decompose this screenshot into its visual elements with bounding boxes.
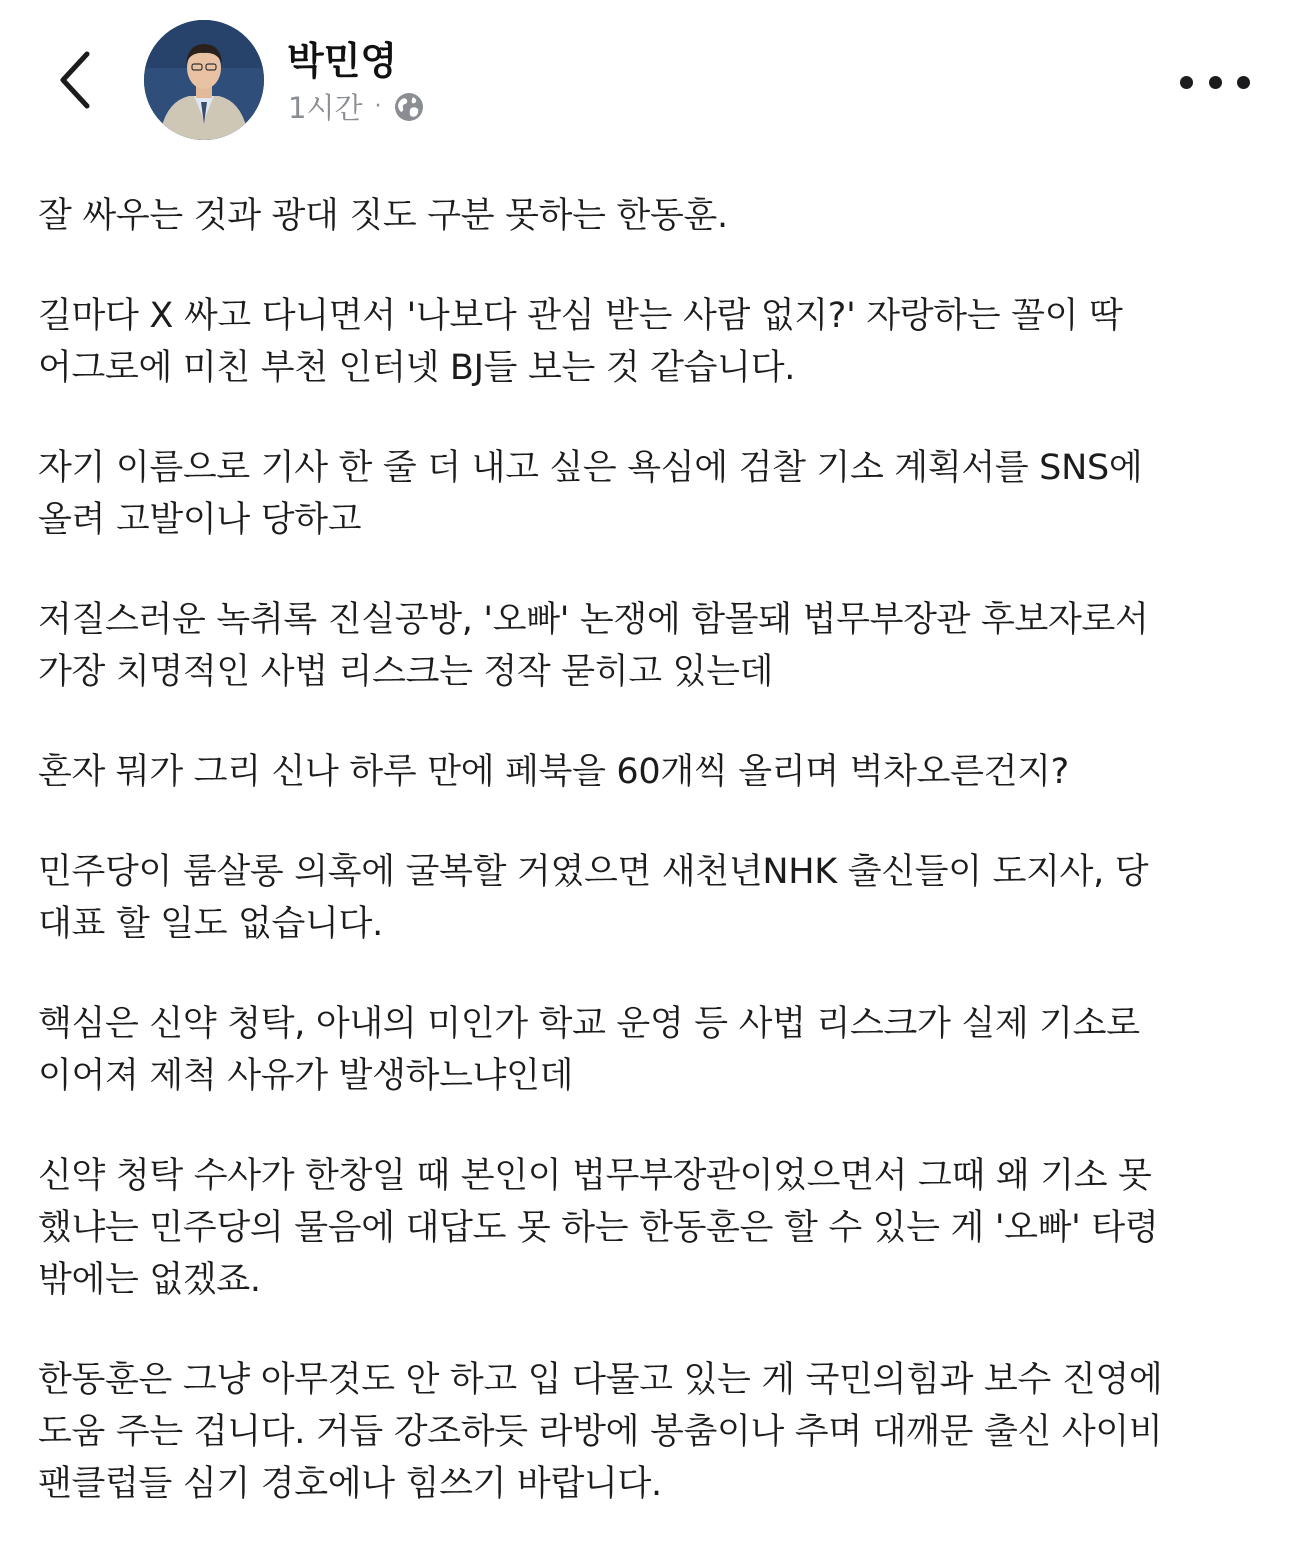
post-paragraph: 혼자 뭐가 그리 신나 하루 만에 페북을 60개씩 올리며 벅차오른건지? xyxy=(38,752,1069,792)
post-paragraph: 길마다 X 싸고 다니면서 '나보다 관심 받는 사람 없지?' 자랑하는 꼴이 딱 어그로에 미친 부천 인터넷 BJ들 보는 것 같습니다. xyxy=(38,296,1123,388)
more-horizontal-icon xyxy=(1180,76,1193,89)
chevron-left-icon xyxy=(55,48,95,112)
post-meta xyxy=(288,86,425,127)
globe-icon xyxy=(393,91,425,123)
post-header xyxy=(0,0,1290,160)
post-paragraph: 한동훈은 그냥 아무것도 안 하고 입 다물고 있는 게 국민의힘과 보수 진영에 도움 주는 겁니다. 거듭 강조하듯 라방에 봉춤이나 추며 대깨문 출신 사이비 팬클럽들 심기 경호에나 힘쓰기 바랍니다. xyxy=(38,1360,1163,1504)
post-body xyxy=(38,190,1258,1558)
author-name[interactable]: 박민영 xyxy=(287,39,398,83)
more-dot xyxy=(1237,76,1250,89)
post-paragraph: 핵심은 신약 청탁, 아내의 미인가 학교 운영 등 사법 리스크가 실제 기소로 이어져 제척 사유가 발생하느냐인데 xyxy=(38,1004,1140,1096)
avatar[interactable] xyxy=(144,20,264,140)
meta-separator: · xyxy=(374,94,382,119)
avatar-image xyxy=(144,20,264,140)
post-paragraph: 저질스러운 녹취록 진실공방, '오빠' 논쟁에 함몰돼 법무부장관 후보자로서 가장 치명적인 사법 리스크는 정작 묻히고 있는데 xyxy=(38,600,1149,692)
post-paragraph: 자기 이름으로 기사 한 줄 더 내고 싶은 욕심에 검찰 기소 계획서를 SNS에 올려 고발이나 당하고 xyxy=(38,448,1143,540)
back-button[interactable] xyxy=(40,40,110,120)
more-dot xyxy=(1209,76,1222,89)
post-paragraph: 민주당이 룸살롱 의혹에 굴복할 거였으면 새천년NHK 출신들이 도지사, 당 대표 할 일도 없습니다. xyxy=(38,852,1149,944)
post-timestamp[interactable]: 1시간 xyxy=(288,91,363,125)
post-paragraph: 신약 청탁 수사가 한창일 때 본인이 법무부장관이었으면서 그때 왜 기소 못 했냐는 민주당의 물음에 대답도 못 하는 한동훈은 할 수 있는 게 '오빠' 타령 밖에는 없겠죠. xyxy=(38,1156,1159,1300)
post-paragraph: 잘 싸우는 것과 광대 짓도 구분 못하는 한동훈. xyxy=(38,196,728,236)
more-options-button[interactable] xyxy=(1180,60,1250,104)
